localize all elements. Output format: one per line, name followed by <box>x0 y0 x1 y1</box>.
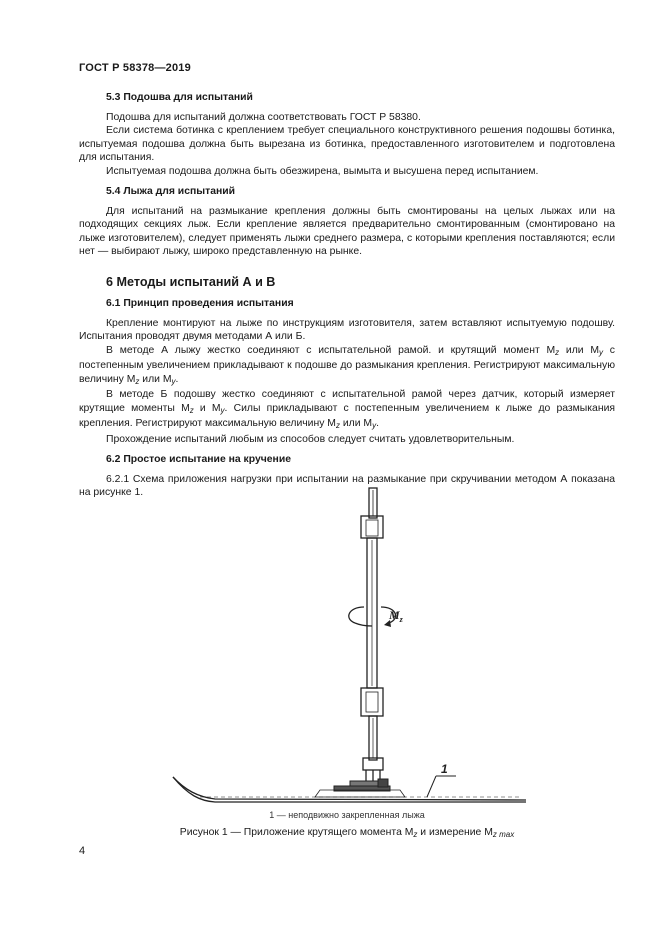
paragraph: Подошва для испытаний должна соответствовать ГОСТ Р 58380. <box>106 111 421 123</box>
figure-1-diagram <box>160 484 530 806</box>
figure-caption: Рисунок 1 — Приложение крутящего момента $M_z$ и измерение $M_{z max}$ <box>179 827 515 839</box>
section-6-2-heading: 6.2 Простое испытание на кручение <box>106 454 291 465</box>
section-6-1-heading: 6.1 Принцип проведения испытания <box>106 298 294 309</box>
figure-note: 1 — неподвижно закрепленная лыжа <box>269 810 425 820</box>
paragraph: Испытуемая подошва должна быть обезжирена, вымыта и высушена перед испытанием. <box>106 165 539 177</box>
paragraph: В методе Б подошву жестко соединяют с испытательной рамой через датчик, который измеряет крутящие моменты $M_z$ и $M_y$. Силы прикладывают с постепенным увеличением к лыже до размыкания крепления. Регистрируют максимальную величину $M_z$ или $M_y$. <box>79 389 616 430</box>
paragraph: 6.2.1 Схема приложения нагрузки при испытании на размыкание при скручивании методом А показана на рисунке 1. <box>79 473 615 498</box>
callout-1: 1 <box>441 762 448 776</box>
paragraph: Прохождение испытаний любым из способов следует считать удовлетворительным. <box>106 433 515 445</box>
paragraph: Крепление монтируют на лыже по инструкциям изготовителя, затем вставляют испытуемую подошву. Испытания проводят двумя методами А или Б. <box>79 317 615 342</box>
document-header: ГОСТ Р 58378—2019 <box>79 62 191 74</box>
section-5-3-heading: 5.3 Подошва для испытаний <box>106 92 253 103</box>
section-5-4-heading: 5.4 Лыжа для испытаний <box>106 186 236 197</box>
paragraph: В методе А лыжу жестко соединяют с испытательной рамой. и крутящий момент $M_z$ или $M_y$ с постепенным увеличением прикладывают к подошве до размыкания крепления. Регистрируют максимальную величину $M_z$ или $M_y$. <box>79 344 615 386</box>
section-6-heading: 6 Методы испытаний А и В <box>106 274 276 289</box>
paragraph: Если система ботинка с креплением требует специального конструктивного решения подошвы ботинка, испытуемая подошва должна быть вырезана из ботинка, предоставленного изготовителем и подготовлена для испытания. <box>79 125 615 163</box>
document-body <box>79 91 615 500</box>
page-number: 4 <box>79 845 86 857</box>
moment-label: $M_z$ <box>389 608 403 624</box>
paragraph: Для испытаний на размыкание крепления должны быть смонтированы на целых лыжах или на подходящих секциях лыж. Если крепление является предварительно смонтированным (смонтировано на лыже изготовителем), следует применять лыжи среднего размера, с которыми крепления поставляются; если нет — выбирают лыжу, широко представленную на рынке. <box>79 205 615 257</box>
